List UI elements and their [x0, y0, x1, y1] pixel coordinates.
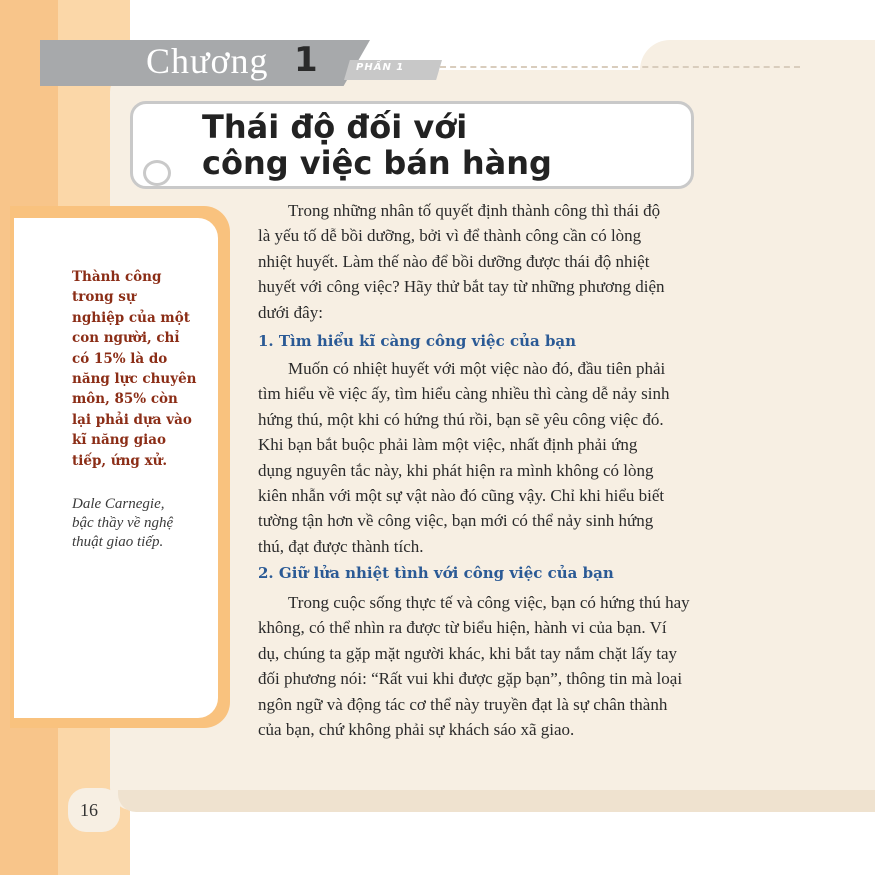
page-top-tab: [640, 40, 875, 100]
attribution-line: bậc thầy về nghệ: [72, 515, 174, 531]
quote-attribution: [72, 495, 222, 552]
section-2-paragraph: [258, 590, 768, 742]
attribution-line: thuật giao tiếp.: [72, 534, 164, 550]
body-line: nhiệt huyết. Làm thế nào để bồi dưỡng được thái độ nhiệt: [258, 251, 650, 271]
title-line-2: công việc bán hàng: [202, 144, 552, 182]
intro-paragraph: [258, 198, 768, 325]
quote-line: nghiệp của một: [72, 309, 190, 326]
body-line: đối phương nói: “Rất vui khi được gặp bạn”, thông tin mà loại: [258, 669, 683, 689]
quote-line: môn, 85% còn: [72, 391, 178, 408]
dashed-divider: [440, 66, 800, 68]
body-line: của bạn, chứ không phải sự khách sáo xã giao.: [258, 720, 575, 740]
page-number: 16: [80, 800, 98, 820]
quote-line: lại phải dựa vào: [72, 411, 192, 428]
body-line: Muốn có nhiệt huyết với một việc nào đó, đầu tiên phải: [288, 359, 666, 378]
quote-line: kĩ năng giao: [72, 432, 167, 449]
quote-line: tiếp, ứng xử.: [72, 452, 168, 469]
body-line: hứng thú, một khi có hứng thú rồi, bạn sẽ yêu công việc đó.: [258, 409, 664, 429]
chapter-label: Chương: [146, 41, 269, 81]
body-line: Trong những nhân tố quyết định thành công thì thái độ: [288, 201, 661, 220]
chapter-number: 1: [294, 40, 318, 80]
body-line: tường tận hơn về công việc, bạn mới có thể nảy sinh hứng: [258, 511, 654, 531]
quote-line: trong sự: [72, 289, 136, 306]
body-line: ngôn ngữ và động tác cơ thể này truyền đạt là sự chân thành: [258, 694, 668, 714]
body-line: dưới đây:: [258, 302, 323, 322]
speech-bubble-tail: [143, 160, 171, 186]
body-line: thú, đạt được thành tích.: [258, 536, 424, 556]
title-line-1: Thái độ đối với: [202, 108, 468, 146]
quote-line: năng lực chuyên: [72, 371, 197, 388]
quote-line: Thành công: [72, 269, 162, 285]
section-2-heading: 2. Giữ lửa nhiệt tình với công việc của bạn: [258, 564, 614, 582]
body-line: là yếu tố dễ bồi dưỡng, bởi vì để thành công cần có lòng: [258, 226, 642, 246]
sidebar-quote: [72, 267, 222, 471]
quote-line: có 15% là do: [72, 350, 168, 367]
body-line: Khi bạn bắt buộc phải làm một việc, nhất định phải ứng: [258, 435, 638, 455]
body-line: kiên nhẫn với một sự vật nào đó cũng vậy. Chỉ khi hiểu biết: [258, 486, 665, 506]
section-1-paragraph: [258, 356, 768, 559]
body-line: Trong cuộc sống thực tế và công việc, bạn có hứng thú hay: [288, 593, 690, 612]
section-1-heading: 1. Tìm hiểu kĩ càng công việc của bạn: [258, 332, 577, 350]
attribution-line: Dale Carnegie,: [72, 496, 165, 512]
quote-line: con người, chỉ: [72, 330, 180, 347]
body-line: tìm hiểu về việc ấy, tìm hiểu càng nhiều thì càng dễ nảy sinh: [258, 384, 670, 404]
body-line: không, có thể nhìn ra được từ biểu hiện, hành vi của bạn. Ví: [258, 618, 667, 638]
body-line: dụ, chúng ta gặp mặt người khác, khi bắt tay nắm chặt lấy tay: [258, 643, 677, 663]
body-line: dụng nguyên tắc này, khi phát hiện ra mình không có lòng: [258, 460, 654, 480]
body-line: huyết với công việc? Hãy thử bắt tay từ những phương diện: [258, 277, 665, 297]
page-bottom-edge: [118, 790, 875, 812]
part-label: PHẦN 1: [356, 62, 405, 73]
